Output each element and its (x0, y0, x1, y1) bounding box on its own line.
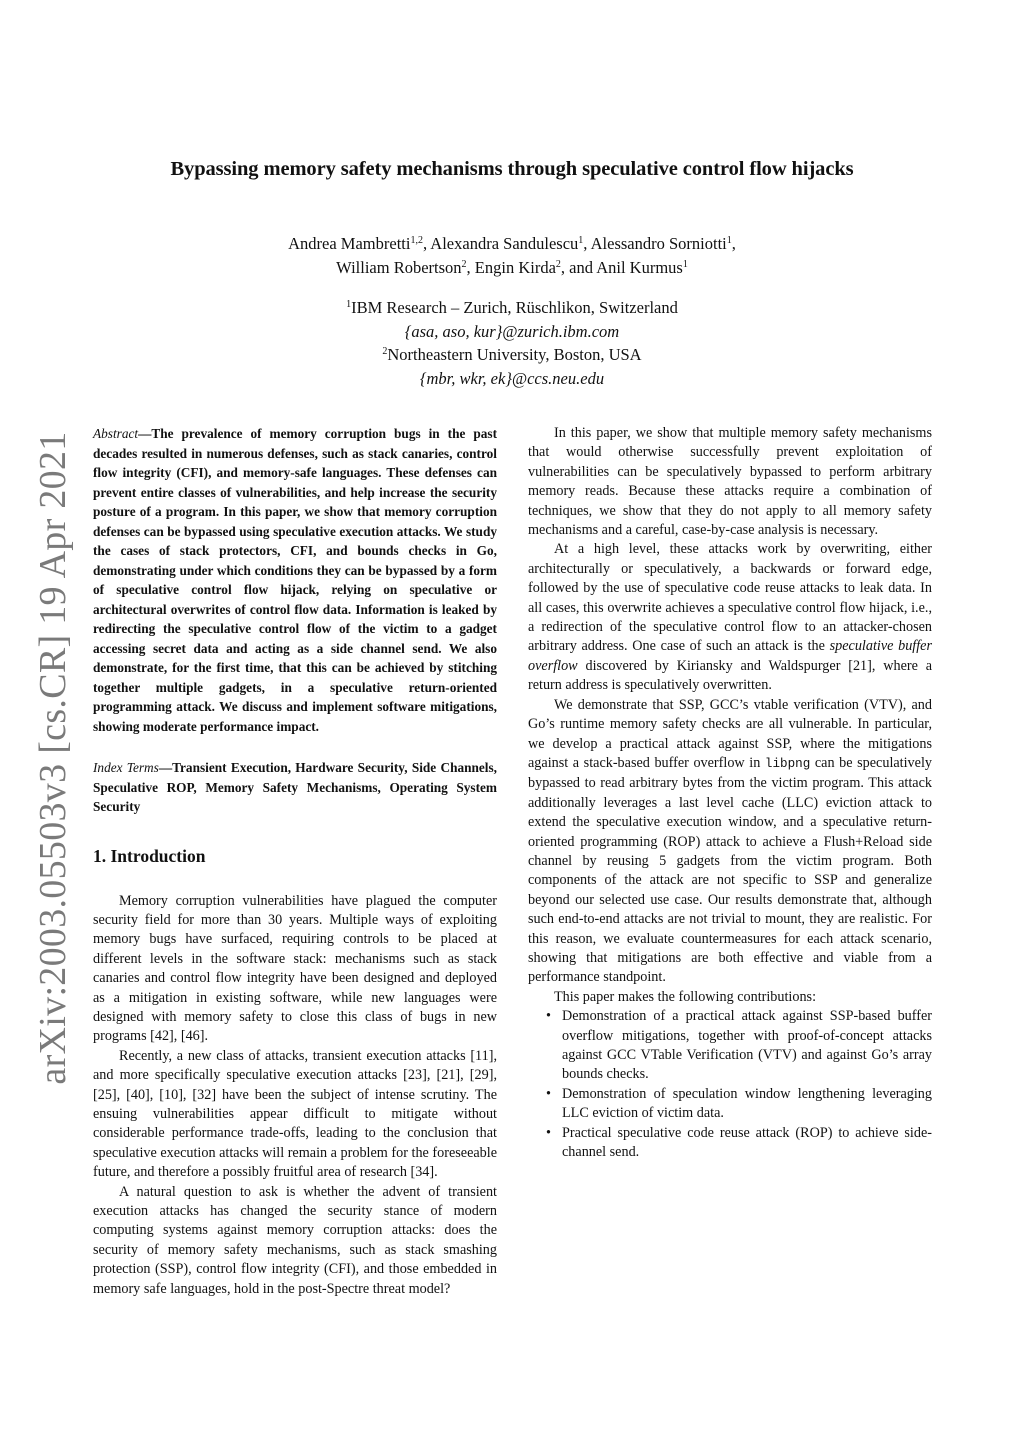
author-line-2: William Robertson$^2$, Engin Kirda$^2$, and Anil Kurmus$^1$ (336, 258, 688, 277)
author-list (0, 232, 1024, 280)
author-name: Engin Kirda (474, 258, 556, 277)
paragraph: Memory corruption vulnerabilities have plagued the computer security field for more than 30 years. Multiple ways of exploiting memory bugs have surfaced, requiring controls to be placed at different levels in the software stack: mechanisms such as stack canaries and control flow integrity have been designed and deployed as a mitigation in existing software, while new languages were designed with memory safety to close this class of bugs in new programs [42], [46]. (93, 892, 497, 1045)
section-heading (93, 846, 497, 866)
paper-title: Bypassing memory safety mechanisms through speculative control flow hijacks (170, 158, 854, 180)
right-column (528, 424, 932, 1162)
paragraph-text: We demonstrate that SSP, GCC’s vtable verification (VTV), and Go’s runtime memory safety checks are all vulnerable. In particular, we develop a practical attack against SSP, where the mitigations against a stack-based buffer overflow in (528, 696, 932, 771)
affiliation-mark: 1 (346, 299, 352, 310)
author-name: Anil Kurmus (596, 258, 683, 277)
arxiv-identifier: arXiv:2003.05503v3 [cs.CR] 19 Apr 2021 (32, 431, 74, 1085)
list-item (528, 1085, 932, 1124)
author-name: William Robertson (336, 258, 462, 277)
abstract-label: Abstract (93, 426, 139, 441)
list-item (528, 1007, 932, 1085)
affiliation-mark: 2 (382, 346, 388, 357)
code-inline: libpng (764, 756, 811, 771)
list-item-text: Demonstration of speculation window lengthening leveraging LLC eviction of victim data. (562, 1085, 932, 1122)
author-line-1: Andrea Mambretti$^{1,2}$, Alexandra Sandulescu$^1$, Alessandro Sorniotti$^1$, (288, 234, 736, 253)
author-affiliation-mark: 2 (555, 259, 561, 270)
arxiv-sidebar (0, 0, 90, 1448)
bullet-icon: • (546, 1008, 551, 1025)
abstract (93, 424, 497, 736)
list-item-text: Practical speculative code reuse attack (ROP) to achieve side-channel send. (562, 1124, 932, 1161)
left-column (93, 424, 497, 1299)
author-name: Alessandro Sorniotti (590, 234, 727, 253)
paragraph-text: discovered by Kiriansky and Waldspurger [21], where a return address is speculatively overwritten. (528, 657, 932, 694)
author-affiliation-mark: 1 (578, 235, 584, 246)
affiliation-1-email: {asa, aso, kur}@zurich.ibm.com (404, 321, 620, 341)
paragraph: In this paper, we show that multiple memory safety mechanisms that would otherwise successfully prevent exploitation of vulnerabilities can be speculatively bypassed to perform arbitrary memory reads. Because these attacks require a combination of techniques, we show that they do not apply to all memory safety mechanisms and a careful, case-by-case analysis is necessary. (528, 425, 932, 539)
paragraph-text: At a high level, these attacks work by overwriting, either architecturally or speculatively, a backwards or forward edge, followed by the use of speculative code reuse attacks to leak data. In all cases, this overwrite achieves a speculative control flow hijack, i.e., a redirection of the speculative control flow to an attacker-chosen arbitrary address. One case of such an attack is the (528, 541, 932, 655)
list-item-text: Demonstration of a practical attack against SSP-based buffer overflow mitigations, together with proof-of-concept attacks against GCC VTable Verification (VTV) and against Go’s array bounds checks. (562, 1008, 932, 1083)
paragraph-text: can be speculatively bypassed to read arbitrary bytes from the victim program. This attack additionally leverages a last level cache (LLC) eviction attack to extend the speculative execution window, and a speculative return-oriented programming (ROP) attack to achieve a Flush+Reload side channel by reusing 5 gadgets from the victim program. Both components of the attack are not specific to SSP and generalize beyond our selected use case. Our results demonstrate that, although such end-to-end attacks are not trivial to mount, they are realistic. For this reason, we evaluate countermeasures for each attack scenario, showing that mitigations are both effective and viable from a performance standpoint. (528, 754, 932, 986)
paragraph-text: A natural question to ask is whether the advent of transient execution attacks has changed the security stance of modern computing systems against memory corruption attacks: does the security of memory safety mechanisms, such as stack smashing protection (SSP), control flow integrity (CFI), and those embedded in memory safe languages, hold in the post-Spectre threat model? (93, 1183, 497, 1297)
author-affiliation-mark: 1 (726, 235, 732, 246)
section-number: 1. (93, 845, 107, 866)
index-terms-label: Index Terms (93, 760, 159, 775)
abstract-text: —The prevalence of memory corruption bugs in the past decades resulted in numerous defenses, such as stack canaries, control flow integrity (CFI), and memory-safe languages. These defenses can prevent entire classes of vulnerabilities, and help increase the security posture of a program. In this paper, we show that memory corruption defenses can be bypassed using speculative execution attacks. We study the cases of stack protectors, CFI, and bounds checks in Go, demonstrating under which conditions they can be bypassed by a form of speculative control flow hijack, relying on speculative or architectural overwrites of control flow data. Information is leaked by redirecting the speculative control flow of the victim to a gadget accessing secret data and acting as a side channel send. We also demonstrate, for the first time, that this can be achieved by stitching together multiple gadgets, in a speculative return-oriented programming attack. We discuss and implement software mitigations, showing moderate performance impact. (93, 426, 497, 734)
list-item (528, 1124, 932, 1163)
affiliation-2-email: {mbr, wkr, ek}@ccs.neu.edu (419, 368, 605, 388)
affiliation-1 (0, 296, 1024, 320)
index-terms (93, 758, 497, 817)
paragraph: Recently, a new class of attacks, transient execution attacks [11], and more specifically speculative execution attacks [23], [21], [29], [25], [40], [10], [32] have been the subject of intense scrutiny. The ensuing vulnerabilities appear difficult to mitigate without considerable performance trade-offs, leading to the conclusion that speculative execution attacks will remain a problem for the foreseeable future, and therefore a possibly fruitful area of research [34]. (93, 1047, 497, 1181)
bullet-icon: • (546, 1085, 551, 1102)
author-affiliation-mark: 1,2 (410, 235, 423, 246)
author-name: Andrea Mambretti (288, 234, 411, 253)
emphasis: speculative buffer overflow (528, 638, 932, 674)
contribution-list (528, 1007, 932, 1162)
paragraph (528, 696, 932, 988)
section-title: Introduction (110, 845, 206, 866)
affiliations (0, 296, 1024, 390)
bullet-icon: • (546, 1124, 551, 1141)
paragraph: This paper makes the following contributions: (554, 988, 817, 1005)
affiliation-name: IBM Research – Zurich, Rüschlikon, Switzerland (351, 298, 678, 317)
paragraph (528, 540, 932, 695)
paragraph-continued (93, 1183, 497, 1299)
author-affiliation-mark: 2 (461, 259, 467, 270)
index-terms-text: —Transient Execution, Hardware Security, Side Channels, Speculative ROP, Memory Safety Mechanisms, Operating System Security (93, 760, 498, 814)
affiliation-2 (0, 343, 1024, 367)
author-affiliation-mark: 1 (682, 259, 688, 270)
affiliation-name: Northeastern University, Boston, USA (387, 345, 642, 364)
author-name: Alexandra Sandulescu (430, 234, 579, 253)
